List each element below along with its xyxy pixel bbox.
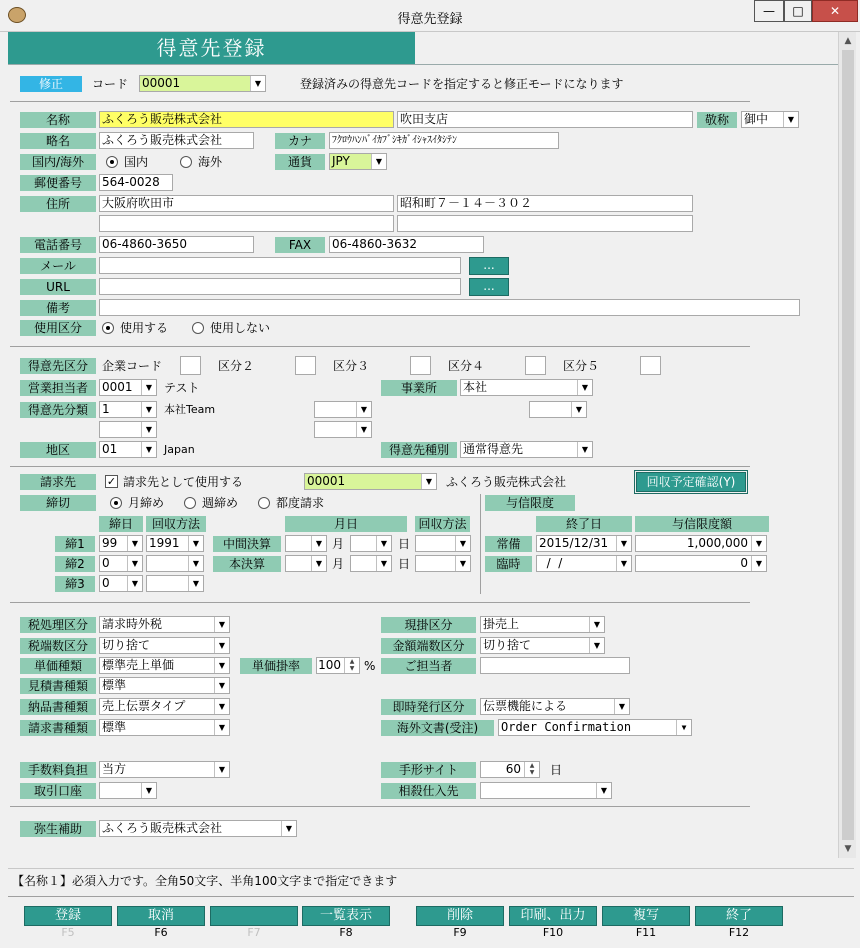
contact-person-label: ご担当者 [381, 658, 476, 674]
honorific-label: 敬称 [697, 112, 737, 128]
chevron-down-icon[interactable]: ▼ [571, 402, 586, 417]
customer-type-label: 得意先分類 [20, 402, 96, 418]
copy-key: F11 [635, 926, 657, 939]
cutoff-label: 締切 [20, 495, 96, 511]
tax-process-label: 税処理区分 [20, 617, 96, 633]
monthly-text: 月締め [128, 496, 165, 510]
sales-rep-select[interactable]: 0001 ▼ [99, 379, 157, 396]
billing-vertical-divider [480, 494, 481, 594]
mode-badge: 修正 [20, 76, 82, 92]
use-yes-text: 使用する [120, 321, 169, 335]
price-rate-unit: % [364, 659, 376, 673]
normal-credit-label: 常備 [485, 536, 532, 552]
chevron-down-icon[interactable]: ▼ [616, 536, 631, 551]
overseas-radio[interactable] [180, 156, 192, 168]
amount-rounding-label: 金額端数区分 [381, 638, 476, 654]
delete-key: F9 [453, 926, 467, 939]
divider [10, 346, 750, 347]
temp-credit-label: 臨時 [485, 556, 532, 572]
note-label: 備考 [20, 300, 96, 316]
chevron-down-icon[interactable]: ▼ [127, 536, 142, 551]
collection-method-header: 回収方法 [146, 516, 206, 532]
area-label: 地区 [20, 442, 96, 458]
invoice-type-select[interactable]: 標準 ▼ [99, 719, 230, 736]
title-bar [0, 0, 860, 32]
honorific-select[interactable]: 御中 ▼ [741, 111, 799, 128]
customer-type5-select[interactable] [314, 421, 372, 438]
scroll-up-icon[interactable]: ▲ [844, 36, 852, 46]
offset-supplier-label: 相殺仕入先 [381, 783, 476, 799]
chevron-down-icon[interactable]: ▼ [188, 556, 203, 571]
register-key: F5 [61, 926, 75, 939]
chevron-down-icon[interactable]: ▼ [127, 556, 142, 571]
divider [10, 806, 750, 807]
yayoi-sub-select[interactable]: ふくろう販売株式会社 ▼ [99, 820, 297, 837]
chevron-down-icon[interactable]: ▼ [455, 556, 470, 571]
chevron-down-icon[interactable]: ▼ [141, 422, 156, 437]
cutoff2-day-select[interactable]: 0 ▼ [99, 555, 143, 572]
name2-input[interactable]: 吹田支店 [397, 111, 693, 128]
interim-day-select[interactable] [350, 535, 392, 552]
chevron-down-icon[interactable]: ▼ [214, 720, 229, 735]
note-input[interactable] [99, 299, 800, 316]
scroll-down-icon[interactable]: ▼ [844, 844, 852, 854]
weekly-radio[interactable] [184, 497, 196, 509]
final-day-select[interactable] [350, 555, 392, 572]
exit-key: F12 [728, 926, 750, 939]
cutoff2-label: 締2 [55, 556, 95, 572]
sales-rep-name: テスト [164, 381, 200, 395]
chevron-down-icon[interactable]: ▼ [589, 638, 604, 653]
office-label: 事業所 [381, 380, 457, 396]
chevron-down-icon[interactable]: ▼ [371, 154, 386, 169]
chevron-down-icon[interactable]: ▼ [616, 556, 631, 571]
foreign-document-select[interactable]: Order Confirmation ▼ [498, 719, 692, 736]
register-button[interactable]: 登録 [24, 906, 112, 926]
zip-input[interactable]: 564-0028 [99, 174, 173, 191]
cutoff1-method-select[interactable]: 1991 ▼ [146, 535, 204, 552]
customer-type1-name: 本社Team [164, 403, 216, 416]
chevron-down-icon[interactable]: ▼ [356, 402, 371, 417]
chevron-down-icon[interactable]: ▼ [214, 617, 229, 632]
mail-input[interactable] [99, 257, 461, 274]
final-settlement-label: 本決算 [213, 556, 281, 572]
url-browse-button[interactable]: ... [469, 278, 509, 296]
each-radio[interactable] [258, 497, 270, 509]
bill-site-unit: 日 [550, 763, 563, 777]
quote-type-label: 見積書種類 [20, 678, 96, 694]
bill-site-label: 手形サイト [381, 762, 476, 778]
use-no-radio[interactable] [192, 322, 204, 334]
address4-input[interactable] [397, 215, 693, 232]
final-day-unit: 日 [398, 557, 411, 571]
weekly-text: 週締め [202, 496, 239, 510]
f7-button[interactable] [210, 906, 298, 926]
list-view-button[interactable]: 一覧表示 [302, 906, 390, 926]
chevron-down-icon[interactable]: ▼ [214, 678, 229, 693]
chevron-down-icon[interactable]: ▼ [376, 536, 391, 551]
cutoff3-day-select[interactable]: 0 ▼ [99, 575, 143, 592]
title-divider [8, 64, 838, 65]
currency-label: 通貨 [275, 154, 325, 170]
currency-select[interactable]: JPY ▼ [329, 153, 387, 170]
chevron-down-icon[interactable]: ▼ [421, 474, 436, 489]
chevron-down-icon[interactable]: ▼ [311, 556, 326, 571]
bank-account-select[interactable] [99, 782, 157, 799]
cancel-button[interactable]: 取消 [117, 906, 205, 926]
print-output-button[interactable]: 印刷、出力 [509, 906, 597, 926]
kana-label: カナ [275, 133, 325, 149]
chevron-down-icon[interactable]: ▼ [188, 536, 203, 551]
close-button[interactable]: ✕ [812, 0, 858, 22]
address1-input[interactable]: 大阪府吹田市 [99, 195, 394, 212]
interim-month-select[interactable] [285, 535, 327, 552]
customer-type2-select[interactable] [314, 401, 372, 418]
list-view-key: F8 [339, 926, 353, 939]
interim-settlement-label: 中間決算 [213, 536, 281, 552]
copy-button[interactable]: 複写 [602, 906, 690, 926]
bill-site-stepper[interactable]: 60 ▲ ▼ [480, 761, 540, 778]
amount-rounding-select[interactable]: 切り捨て ▼ [480, 637, 605, 654]
cancel-key: F6 [154, 926, 168, 939]
use-no-text: 使用しない [210, 321, 271, 335]
footer-divider [8, 896, 854, 897]
foreign-document-label: 海外文書(受注) [381, 720, 494, 736]
normal-end-date-select[interactable]: 2015/12/31 ▼ [536, 535, 632, 552]
maximize-button[interactable]: □ [784, 0, 812, 22]
chevron-down-icon[interactable]: ▼ [250, 76, 265, 91]
credit-limit-label: 与信限度 [485, 495, 575, 511]
fee-burden-select[interactable]: 当方 ▼ [99, 761, 230, 778]
delivery-type-label: 納品書種類 [20, 699, 96, 715]
zip-label: 郵便番号 [20, 175, 96, 191]
domestic-label: 国内/海外 [20, 154, 96, 170]
domestic-text: 国内 [124, 155, 149, 169]
month-day-header: 月日 [285, 516, 407, 532]
code-select[interactable]: 00001 ▼ [139, 75, 266, 92]
monthly-radio[interactable] [110, 497, 122, 509]
final-month-select[interactable] [285, 555, 327, 572]
price-type-label: 単価種類 [20, 658, 96, 674]
stepper-arrows-icon[interactable]: ▲ ▼ [344, 658, 359, 673]
quote-type-select[interactable]: 標準 ▼ [99, 677, 230, 694]
chevron-down-icon[interactable]: ▼ [751, 536, 766, 551]
customer-type3-select[interactable] [529, 401, 587, 418]
divider [10, 466, 750, 467]
cash-credit-label: 現掛区分 [381, 617, 476, 633]
overseas-text: 海外 [198, 155, 223, 169]
collection-method-header-2: 回収方法 [415, 516, 470, 532]
page-title: 得意先登録 [8, 32, 415, 64]
cutoff1-label: 締1 [55, 536, 95, 552]
name-label: 名称 [20, 112, 96, 128]
chevron-down-icon[interactable]: ▼ [214, 638, 229, 653]
chevron-down-icon[interactable]: ▼ [455, 536, 470, 551]
delete-button[interactable]: 削除 [416, 906, 504, 926]
each-text: 都度請求 [276, 496, 325, 510]
end-date-header: 終了日 [536, 516, 632, 532]
exit-button[interactable]: 終了 [695, 906, 783, 926]
tax-rounding-label: 税端数区分 [20, 638, 96, 654]
use-label: 使用区分 [20, 320, 96, 336]
address2-input[interactable]: 昭和町７－１４－３０２ [397, 195, 693, 212]
chevron-down-icon[interactable]: ▼ [127, 576, 142, 591]
sales-rep-label: 営業担当者 [20, 380, 96, 396]
chevron-down-icon[interactable]: ▼ [214, 699, 229, 714]
chevron-down-icon[interactable]: ▼ [596, 783, 611, 798]
short-name-label: 略名 [20, 133, 96, 149]
contact-person-input[interactable] [480, 657, 630, 674]
cash-credit-select[interactable]: 掛売上 ▼ [480, 616, 605, 633]
chevron-down-icon[interactable]: ▼ [783, 112, 798, 127]
class3-label: 区分３ [333, 359, 370, 373]
fee-burden-label: 手数料負担 [20, 762, 96, 778]
code-label: コード [92, 77, 129, 91]
customer-class-label: 得意先区分 [20, 358, 96, 374]
chevron-down-icon[interactable]: ▼ [141, 442, 156, 457]
divider [10, 101, 750, 102]
chevron-down-icon[interactable]: ▼ [141, 783, 156, 798]
class4-input[interactable] [525, 356, 546, 375]
billing-label: 請求先 [20, 474, 96, 490]
billing-name: ふくろう販売株式会社 [446, 475, 567, 489]
status-message: 【名称１】必須入力です。全角50文字、半角100文字まで指定できます [8, 868, 854, 892]
cutoff3-label: 締3 [55, 576, 95, 592]
class5-label: 区分５ [563, 359, 600, 373]
chevron-down-icon[interactable]: ▼ [141, 402, 156, 417]
price-rate-stepper[interactable]: 100 ▲ ▼ [316, 657, 360, 674]
cutoff-day-header: 締日 [99, 516, 143, 532]
delivery-type-select[interactable]: 売上伝票タイプ ▼ [99, 698, 230, 715]
office-select[interactable]: 本社 ▼ [460, 379, 593, 396]
chevron-down-icon[interactable]: ▼ [376, 556, 391, 571]
collection-confirm-button[interactable]: 回収予定確認(Y) [636, 472, 746, 492]
credit-amount-header: 与信限度額 [635, 516, 769, 532]
immediate-issue-label: 即時発行区分 [381, 699, 476, 715]
stepper-arrows-icon[interactable]: ▲ ▼ [524, 762, 539, 777]
chevron-down-icon[interactable]: ▼ [589, 617, 604, 632]
cutoff1-day-select[interactable]: 99 ▼ [99, 535, 143, 552]
mail-browse-button[interactable]: ... [469, 257, 509, 275]
f7-key: F7 [247, 926, 261, 939]
url-label: URL [20, 279, 96, 295]
chevron-down-icon[interactable]: ▼ [356, 422, 371, 437]
temp-end-date-select[interactable]: / / ▼ [536, 555, 632, 572]
minimize-button[interactable]: — [754, 0, 784, 22]
kana-input[interactable]: ﾌｸﾛｳﾊﾝﾊﾞｲｶﾌﾞｼｷｶﾞｲｼｬｽｲﾀｼﾃﾝ [329, 132, 559, 149]
billing-use-text: 請求先として使用する [123, 475, 244, 489]
tel-input[interactable]: 06-4860-3650 [99, 236, 254, 253]
tax-process-select[interactable]: 請求時外税 ▼ [99, 616, 230, 633]
billing-use-checkbox[interactable]: ✓ [106, 475, 117, 488]
chevron-down-icon[interactable]: ▼ [614, 699, 629, 714]
tel-label: 電話番号 [20, 237, 96, 253]
chevron-down-icon[interactable]: ▼ [577, 442, 592, 457]
window-title: 得意先登録 [397, 12, 463, 27]
vertical-scrollbar[interactable] [838, 32, 856, 858]
class5-input[interactable] [640, 356, 661, 375]
yayoi-sub-label: 弥生補助 [20, 821, 96, 837]
immediate-issue-select[interactable]: 伝票機能による ▼ [480, 698, 630, 715]
code-hint: 登録済みの得意先コードを指定すると修正モードになります [300, 77, 624, 91]
print-output-key: F10 [542, 926, 564, 939]
interim-month-unit: 月 [332, 537, 345, 551]
class2-label: 区分２ [218, 359, 255, 373]
address3-input[interactable] [99, 215, 394, 232]
invoice-type-label: 請求書種類 [20, 720, 96, 736]
use-yes-radio[interactable] [102, 322, 114, 334]
temp-credit-amount[interactable]: 0 ▼ [635, 555, 767, 572]
customer-kind-label: 得意先種別 [381, 442, 457, 458]
final-month-unit: 月 [332, 557, 345, 571]
interim-method-select[interactable] [415, 535, 471, 552]
cutoff3-method-select[interactable] [146, 575, 204, 592]
price-type-select[interactable]: 標準売上単価 ▼ [99, 657, 230, 674]
fax-label: FAX [275, 237, 325, 253]
final-method-select[interactable] [415, 555, 471, 572]
area-select[interactable]: 01 ▼ [99, 441, 157, 458]
tax-rounding-select[interactable]: 切り捨て ▼ [99, 637, 230, 654]
short-name-input[interactable]: ふくろう販売株式会社 [99, 132, 254, 149]
enterprise-code-input[interactable] [180, 356, 201, 375]
chevron-down-icon[interactable]: ▼ [214, 658, 229, 673]
mail-label: メール [20, 258, 96, 274]
class2-input[interactable] [295, 356, 316, 375]
class3-input[interactable] [410, 356, 431, 375]
interim-day-unit: 日 [398, 537, 411, 551]
bank-account-label: 取引口座 [20, 783, 96, 799]
divider [10, 602, 750, 603]
name1-input[interactable]: ふくろう販売株式会社 [99, 111, 394, 128]
price-rate-label: 単価掛率 [240, 658, 312, 674]
offset-supplier-select[interactable] [480, 782, 612, 799]
address-label: 住所 [20, 196, 96, 212]
billing-code-select[interactable]: 00001 ▼ [304, 473, 437, 490]
customer-kind-select[interactable]: 通常得意先 ▼ [460, 441, 593, 458]
domestic-radio[interactable] [106, 156, 118, 168]
fax-input[interactable]: 06-4860-3632 [329, 236, 484, 253]
chevron-down-icon[interactable]: ▼ [141, 380, 156, 395]
chevron-down-icon[interactable]: ▼ [311, 536, 326, 551]
chevron-down-icon[interactable]: ▼ [751, 556, 766, 571]
chevron-down-icon[interactable]: ▼ [281, 821, 296, 836]
cutoff2-method-select[interactable] [146, 555, 204, 572]
scroll-thumb[interactable] [842, 50, 854, 840]
url-input[interactable] [99, 278, 461, 295]
normal-credit-amount[interactable]: 1,000,000 ▼ [635, 535, 767, 552]
chevron-down-icon[interactable]: ▼ [676, 720, 691, 735]
chevron-down-icon[interactable]: ▼ [577, 380, 592, 395]
area-name: Japan [164, 443, 195, 456]
enterprise-code-label: 企業コード [102, 359, 163, 373]
customer-type4-select[interactable] [99, 421, 157, 438]
class4-label: 区分４ [448, 359, 485, 373]
chevron-down-icon[interactable]: ▼ [214, 762, 229, 777]
customer-type1-select[interactable]: 1 ▼ [99, 401, 157, 418]
chevron-down-icon[interactable]: ▼ [188, 576, 203, 591]
